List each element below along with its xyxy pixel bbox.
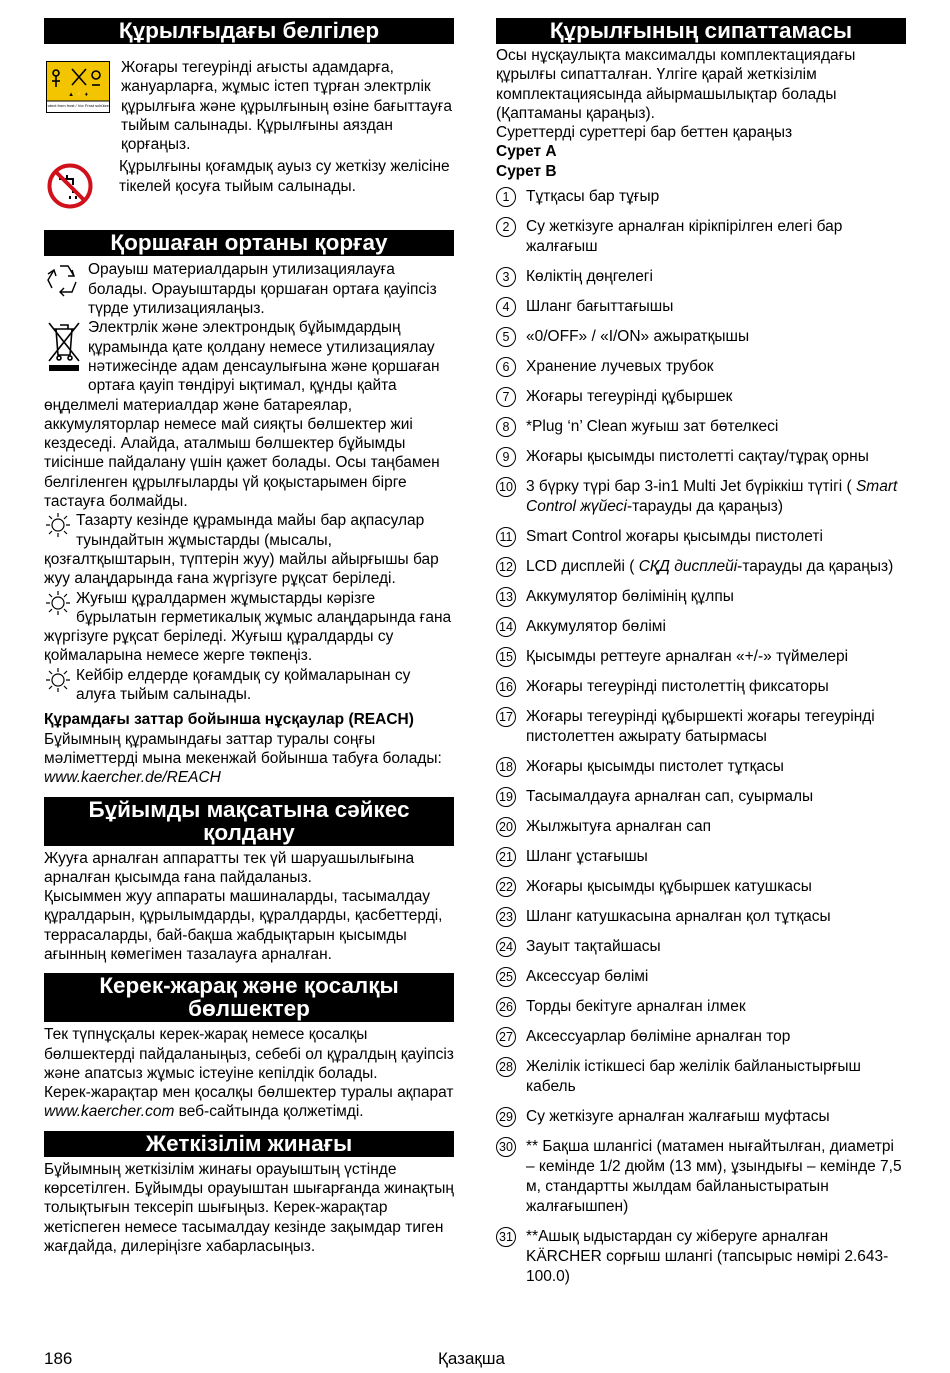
list-item [496, 787, 906, 807]
kaercher-link[interactable]: www.kaercher.com [44, 1103, 175, 1121]
list-item [496, 447, 906, 467]
environment-sun-icon-2 [44, 590, 72, 621]
page-number: 186 [44, 1349, 73, 1368]
list-item [496, 677, 906, 697]
item-number: 18 [496, 757, 516, 777]
list-item [496, 1227, 906, 1287]
environment-sun-icon-1 [44, 512, 72, 543]
list-item [496, 647, 906, 667]
item-text: ** Бақша шлангісі (матамен нығайтылған, диаметрі – кемінде 1/2 дюйм (13 мм), ұзындығы – кемінде 7,5 м, стандартты жылдам байланыстыратын жалғағышпен) [526, 1138, 902, 1216]
item-text-part: 3 бүрку түрі бар 3-in1 Multi Jet бүріккіш түтігі ( [526, 478, 856, 496]
environment-weee-text: Электрлік және электрондық бұйымдардың құрамында қате қолдану немесе утилизациялау нәтижесінде адам денсаулығына және қоршаған ортаға қауіп төндіруі ықтимал, құнды қайта өңделмелі материалдар және батареялар, аккумуляторлар немесе май сияқты бөлшектер жиі кездеседі. Алайда, аталмыш бөлшектер бұйымды тиісінше пайдалану үшін қажет болады. Осы таңбамен белгіленген құрылғыларды үй қоқыстарымен бірге тастауға болмайды. [44, 319, 440, 511]
item-text: Желілік істікшесі бар желілік байланыстырғыш кабель [526, 1058, 861, 1096]
item-text: Жоғары қысымды құбыршек катушкасы [526, 878, 812, 896]
list-item [496, 417, 906, 437]
symbol-text-no-drinking-water: Құрылғыны қоғамдық ауыз су жеткізу желісіне тікелей қосуға тыйым салынады. [119, 158, 450, 195]
item-text: Тұтқасы бар тұғыр [526, 188, 660, 206]
warning-label-icon [46, 61, 110, 118]
parts-list [496, 187, 906, 1287]
item-number: 23 [496, 907, 516, 927]
left-column [44, 18, 454, 1256]
list-item [496, 217, 906, 257]
no-tap-connection-icon [47, 163, 93, 214]
item-number: 26 [496, 997, 516, 1017]
list-item [496, 267, 906, 287]
item-text: Шланг ұстағышы [526, 848, 648, 866]
item-text-part: -тарауды да қараңыз) [737, 558, 894, 576]
item-text: Қысымды реттеуге арналған «+/-» түймелері [526, 648, 849, 666]
accessories-section [44, 1025, 454, 1121]
reach-title: Құрамдағы заттар бойынша нұсқаулар (REACH) [44, 711, 414, 729]
item-text: Шланг катушкасына арналған қол тұтқасы [526, 908, 831, 926]
language-label: Қазақша [438, 1349, 505, 1368]
delivery-section [44, 1160, 454, 1256]
list-item [496, 907, 906, 927]
item-text: Зауыт тақтайшасы [526, 938, 661, 956]
item-number: 14 [496, 617, 516, 637]
svg-text:▲ ⚡ ♦: ▲ ⚡ ♦ [68, 92, 88, 98]
intended-use-text-2: Қысыммен жуу аппараты машиналарды, тасымалдау құралдарын, құрылымдарды, құралдарды, қасбеттерді, террасаларды, бай-бақша жабдықтарын қысымды ағынның көмегімен тазалауға арналған. [44, 888, 443, 963]
section-heading-device-symbols: Құрылғыдағы белгілер [44, 18, 454, 44]
item-text: «0/OFF» / «I/ON» ажыратқышы [526, 328, 750, 346]
item-number: 5 [496, 327, 516, 347]
list-item [496, 997, 906, 1017]
item-text: Тасымалдауға арналған сап, суырмалы [526, 788, 814, 806]
item-number: 10 [496, 477, 516, 497]
section-heading-device-description: Құрылғының сипаттамасы [496, 18, 906, 44]
list-item [496, 527, 906, 547]
device-description-intro [496, 46, 906, 181]
item-text-reference: СҚД дисплейі [638, 558, 738, 576]
list-item [496, 1057, 906, 1097]
list-item [496, 477, 906, 517]
item-number: 19 [496, 787, 516, 807]
item-number: 2 [496, 217, 516, 237]
item-number: 3 [496, 267, 516, 287]
device-description-text: Осы нұсқаулықта максималды комплектациядағы құрылғы сипатталған. Үлгіге қарай жеткізілім комплектациясында айырмашылықтар болады (Қаптаманы қараңыз). [496, 47, 856, 122]
item-number: 12 [496, 557, 516, 577]
item-number: 16 [496, 677, 516, 697]
item-number: 24 [496, 937, 516, 957]
item-text: Шланг бағыттағышы [526, 298, 674, 316]
environment-section [44, 260, 454, 787]
list-item [496, 1107, 906, 1127]
environment-water-text: Кейбір елдерде қоғамдық су қоймаларынан су алуға тыйым салынады. [76, 666, 411, 704]
svg-text:Protect from frost / Vor Frost: Protect from frost / Vor Frost schützen! [46, 103, 110, 108]
item-text: Су жеткізуге арналған жалғағыш муфтасы [526, 1108, 830, 1126]
item-text: Хранение лучевых трубок [526, 358, 714, 376]
list-item [496, 707, 906, 747]
item-number: 29 [496, 1107, 516, 1127]
list-item [496, 297, 906, 317]
list-item [496, 617, 906, 637]
item-text: *Plug ‘n’ Clean жуғыш зат бөтелкесі [526, 418, 779, 436]
symbol-row-warning [44, 58, 454, 154]
delivery-text: Бұйымның жеткізілім жинағы орауыштың үстінде көрсетілген. Бұйымды орауыштан шығарғанда жинақтың толықтығын тексеріп шығыңыз. Керек-жарақтар жетіспеген немесе тасымалдау кезінде зақымдар тиген жағдайда, дилеріңізге хабарласыңыз. [44, 1160, 454, 1255]
symbol-text-warning: Жоғары тегеурінді ағысты адамдарға, жануарларға, жұмыс істеп тұрған электрлік құрылғыға және құрылғының өзіне бағыттауға тыйым салынады. Құрылғыны аяздан қорғаңыз. [121, 59, 452, 154]
item-number: 28 [496, 1057, 516, 1077]
item-text: Көліктің дөңгелегі [526, 268, 653, 286]
list-item [496, 387, 906, 407]
item-text: Жоғары тегеурінді құбыршек [526, 388, 733, 406]
item-text [526, 557, 893, 577]
item-number: 11 [496, 527, 516, 547]
intended-use-section [44, 849, 454, 965]
item-number: 4 [496, 297, 516, 317]
item-text: Аккумулятор бөлімі [526, 618, 666, 636]
item-text: Жоғары қысымды пистолетті сақтау/тұрақ орны [526, 448, 869, 466]
list-item [496, 557, 906, 577]
item-number: 13 [496, 587, 516, 607]
item-number: 21 [496, 847, 516, 867]
intended-use-text-1: Жууға арналған аппаратты тек үй шаруашылығына арналған қысымда ғана пайдаланыз. [44, 849, 415, 886]
item-number: 27 [496, 1027, 516, 1047]
crossed-bin-icon [44, 319, 84, 378]
item-number: 20 [496, 817, 516, 837]
item-number: 6 [496, 357, 516, 377]
item-number: 7 [496, 387, 516, 407]
list-item [496, 757, 906, 777]
section-heading-intended-use: Бұйымды мақсатына сәйкес қолдану [44, 797, 454, 846]
list-item [496, 847, 906, 867]
accessories-text-2: Керек-жарақтар мен қосалқы бөлшектер туралы ақпарат www.kaercher.com веб-сайтында қолжетімді. [44, 1084, 454, 1121]
item-number: 30 [496, 1137, 516, 1157]
item-text: Су жеткізуге арналған кірікпірілген елегі бар жалғағыш [526, 218, 843, 256]
list-item [496, 1027, 906, 1047]
accessories-text-1: Тек түпнұсқалы керек-жарақ немесе қосалқы бөлшектерді пайдаланыңыз, себебі ол құралдың қауіпсіз және апатсыз жұмыс істеуіне кепілдік болады. [44, 1026, 454, 1082]
item-number: 22 [496, 877, 516, 897]
section-heading-delivery: Жеткізілім жинағы [44, 1131, 454, 1157]
list-item [496, 877, 906, 897]
item-text: Smart Control жоғары қысымды пистолеті [526, 528, 823, 546]
list-item [496, 937, 906, 957]
item-text: **Ашық ыдыстардан су жіберуге арналған KÄRCHER сорғыш шлангі (тапсырыс нөмірі 2.643-100.0) [526, 1228, 889, 1286]
item-number: 9 [496, 447, 516, 467]
section-heading-environment: Қоршаған ортаны қорғау [44, 230, 454, 256]
item-text: Аккумулятор бөлімінің құлпы [526, 588, 734, 606]
list-item [496, 967, 906, 987]
item-text-part: LCD дисплейі ( [526, 558, 639, 576]
list-item [496, 817, 906, 837]
item-text: Жылжытуға арналған сап [526, 818, 711, 836]
recycling-icon [44, 262, 84, 303]
item-text: Аксессуарлар бөліміне арналған тор [526, 1028, 791, 1046]
item-text-reference: Smart Control жүйесі [526, 478, 898, 516]
item-text-part: -тарауды да қараңыз) [626, 498, 784, 516]
environment-oil-text: Тазарту кезінде құрамында майы бар ақпасулар туындайтын жұмыстарды (мысалы, қозғалтқыштарын, түптерін жуу) майлы айырғышы бар жуу алаңдарында ғана жүргізуге рұқсат беріледі. [44, 512, 439, 588]
section-heading-accessories: Керек-жарақ және қосалқы бөлшектер [44, 973, 454, 1022]
item-number: 17 [496, 707, 516, 727]
environment-sun-icon-3 [44, 667, 72, 698]
list-item [496, 187, 906, 207]
item-number: 1 [496, 187, 516, 207]
item-text: Жоғары қысымды пистолет тұтқасы [526, 758, 784, 776]
list-item [496, 357, 906, 377]
item-text: Жоғары тегеурінді құбыршекті жоғары тегеурінді пистолеттен ажырату батырмасы [526, 708, 875, 746]
item-text [526, 477, 906, 517]
item-number: 25 [496, 967, 516, 987]
list-item [496, 587, 906, 607]
list-item [496, 327, 906, 347]
item-number: 15 [496, 647, 516, 667]
item-text: Торды бекітуге арналған ілмек [526, 998, 746, 1016]
reach-text: Бұйымның құрамындағы заттар туралы соңғы мәліметтерді мына мекенжай бойынша табуға болады: www.kaercher.de/REACH [44, 730, 442, 787]
item-number: 31 [496, 1227, 516, 1247]
environment-detergent-text: Жуғыш құралдармен жұмыстарды кәрізге бұрылатын герметикалық жұмыс алаңдарында ғана жүргізуге рұқсат беріледі. Жуғыш құралдарды су қоймаларына немесе жерге төкпеңіз. [44, 589, 452, 665]
figure-b-label: Сурет B [496, 162, 557, 180]
item-text: Жоғары тегеурінді пистолеттің фиксаторы [526, 678, 829, 696]
symbol-row-no-drinking-water [44, 157, 454, 214]
right-column [496, 18, 906, 1297]
list-item [496, 1137, 906, 1217]
see-figures-text: Суреттерді суреттері бар беттен қараңыз [496, 124, 793, 142]
reach-link[interactable]: www.kaercher.de/REACH [44, 769, 221, 787]
environment-packaging-text: Орауыш материалдарын утилизациялауға болады. Орауыштарды қоршаған ортаға қауіпсіз түрде утилизациялаңыз. [88, 261, 437, 318]
item-number: 8 [496, 417, 516, 437]
figure-a-label: Сурет A [496, 143, 557, 161]
item-text: Аксессуар бөлімі [526, 968, 649, 986]
